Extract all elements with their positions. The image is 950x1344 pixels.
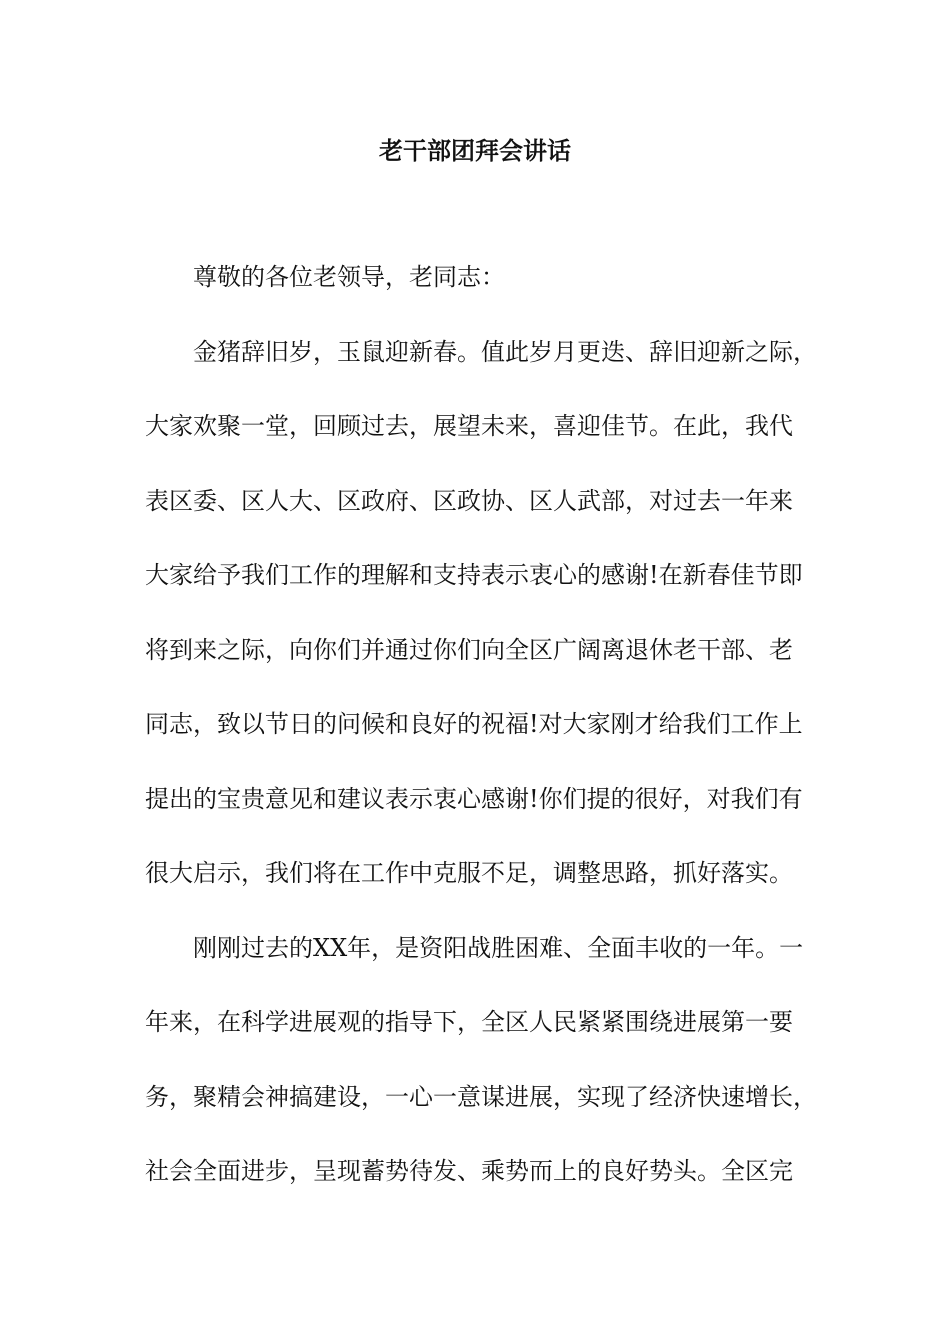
line-text: 刚刚过去的XX年，是资阳战胜困难、全面丰收的一年。一 xyxy=(193,934,804,962)
line-text: 表区委、区人大、区政府、区政协、区人武部，对过去一年来 xyxy=(145,487,793,515)
line-text: 务，聚精会神搞建设，一心一意谋进展，实现了经济快速增长， xyxy=(145,1083,817,1111)
text-line xyxy=(0,555,950,595)
line-text: 年来，在科学进展观的指导下，全区人民紧紧围绕进展第一要 xyxy=(145,1008,793,1036)
text-line xyxy=(0,704,950,744)
line-text: 大家欢聚一堂，回顾过去，展望未来，喜迎佳节。在此，我代 xyxy=(145,412,793,440)
line-text: 很大启示，我们将在工作中克服不足，调整思路，抓好落实。 xyxy=(145,859,793,887)
line-text: 大家给予我们工作的理解和支持表示衷心的感谢!在新春佳节即 xyxy=(145,561,803,589)
text-line xyxy=(0,1151,950,1191)
text-line xyxy=(0,1077,950,1117)
text-line xyxy=(0,1002,950,1042)
line-text: 同志，致以节日的问候和良好的祝福!对大家刚才给我们工作上 xyxy=(145,710,803,738)
line-text: 将到来之际，向你们并通过你们向全区广阔离退休老干部、老 xyxy=(145,636,793,664)
text-line xyxy=(0,928,950,968)
text-line xyxy=(0,257,950,297)
text-line xyxy=(0,853,950,893)
line-text: 提出的宝贵意见和建议表示衷心感谢!你们提的很好，对我们有 xyxy=(145,785,803,813)
text-line xyxy=(0,630,950,670)
line-text: 金猪辞旧岁，玉鼠迎新春。值此岁月更迭、辞旧迎新之际， xyxy=(193,338,817,366)
text-line xyxy=(0,406,950,446)
line-text: 尊敬的各位老领导，老同志： xyxy=(193,263,505,291)
text-line xyxy=(0,481,950,521)
document-title: 老干部团拜会讲话 xyxy=(379,136,571,165)
text-line xyxy=(0,332,950,372)
text-line xyxy=(0,779,950,819)
line-text: 社会全面进步，呈现蓄势待发、乘势而上的良好势头。全区完 xyxy=(145,1157,793,1185)
